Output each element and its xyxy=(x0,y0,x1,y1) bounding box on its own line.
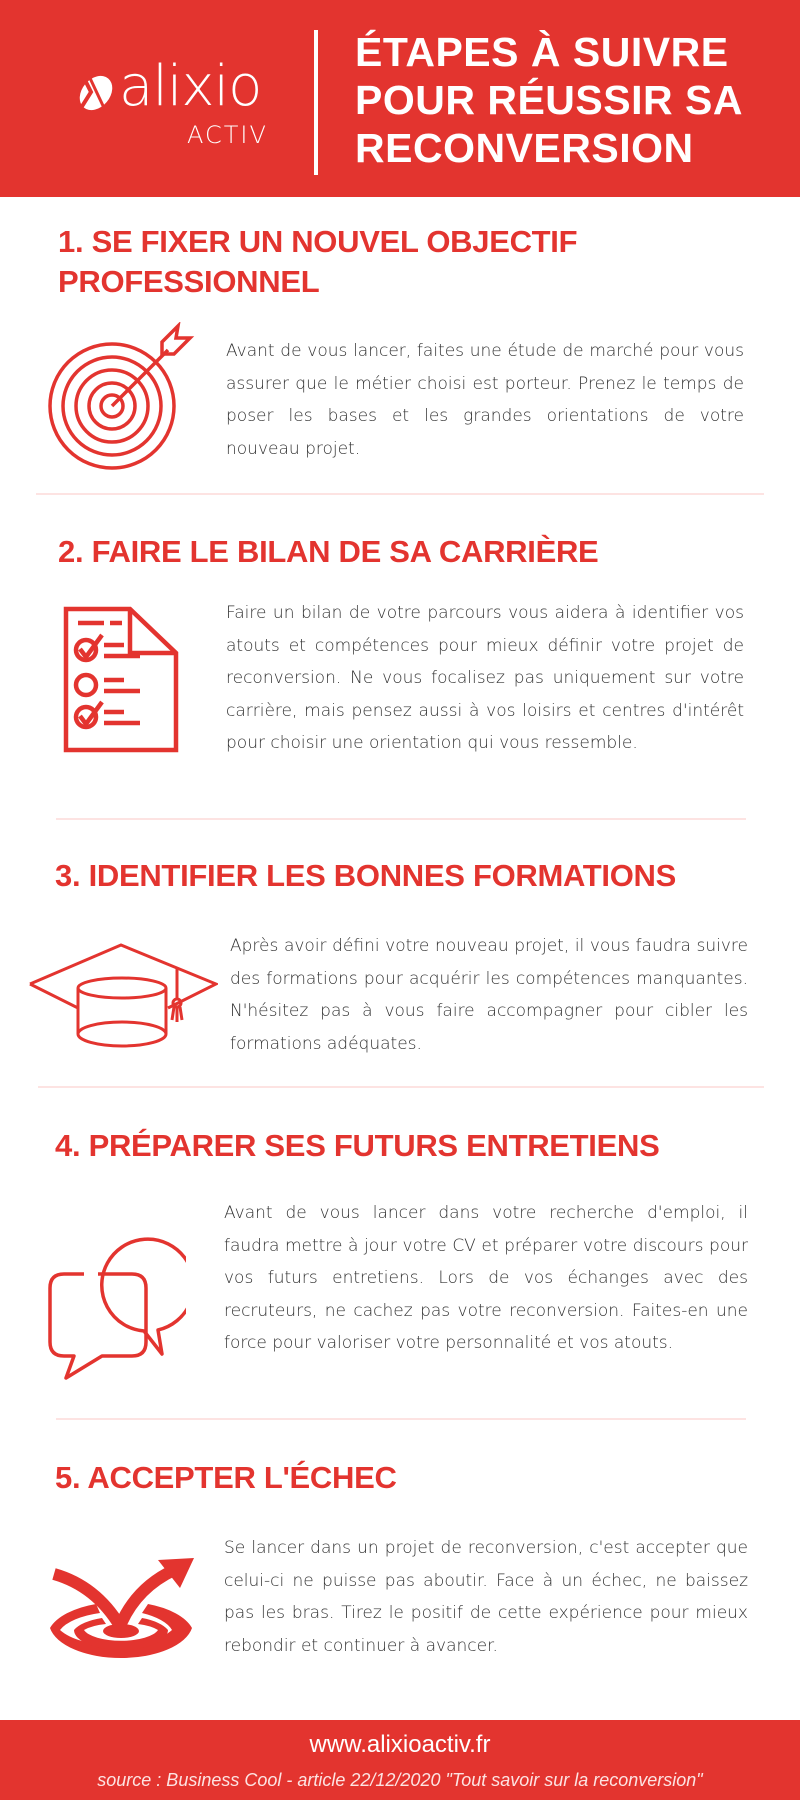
step-description: Se lancer dans un projet de reconversion, c'est accepter que celui-ci ne puisse pas aboutir. Face à un échec, ne baissez pas les bras. Tirez le positif de cette expérience pour mieux rebondir et continuer à avancer. xyxy=(224,1538,748,1656)
step-title-line: 4. PRÉPARER SES FUTURS ENTRETIENS xyxy=(55,1128,660,1163)
section-divider xyxy=(38,1086,764,1088)
step-title xyxy=(55,856,676,896)
section-divider xyxy=(56,1418,746,1420)
section-divider xyxy=(36,493,764,495)
step-title-line: 3. IDENTIFIER LES BONNES FORMATIONS xyxy=(55,858,677,893)
section-divider xyxy=(56,818,746,820)
logo-subtitle: ACTIV xyxy=(187,121,268,149)
alixio-x-logo-icon xyxy=(75,72,117,114)
page-title xyxy=(355,28,775,172)
step-title xyxy=(58,222,577,302)
step-title xyxy=(58,532,598,572)
brand-logo[interactable] xyxy=(75,54,275,158)
step-title-line: 1. SE FIXER UN NOUVEL OBJECTIF xyxy=(58,224,578,259)
step-title-line: PROFESSIONNEL xyxy=(58,264,320,299)
step-title xyxy=(55,1126,659,1166)
title-line: POUR RÉUSSIR SA xyxy=(355,77,743,123)
bounce-target-arrow-icon xyxy=(46,1558,196,1668)
step-description: Après avoir défini votre nouveau projet, il vous faudra suivre des formations pour acquérir les compétences manquantes. N'hésitez pas à vous faire accompagner pour cibler les formations adéquates. xyxy=(230,936,748,1054)
step-title xyxy=(55,1458,397,1498)
header-divider xyxy=(314,30,318,175)
step-description: Faire un bilan de votre parcours vous aidera à identifier vos atouts et compétences pour mieux définir votre projet de reconversion. Ne vous focalisez pas uniquement sur votre carrière, mais pensez aussi à vos loisirs et centres d'intérêt pour choisir une orientation qui vous ressemble. xyxy=(226,603,744,753)
step-title-line: 5. ACCEPTER L'ÉCHEC xyxy=(55,1460,397,1495)
graduation-cap-icon xyxy=(28,940,218,1050)
footer-banner xyxy=(0,1720,800,1800)
speech-bubbles-icon xyxy=(46,1234,186,1380)
checklist-document-icon xyxy=(62,605,182,755)
title-line: ÉTAPES À SUIVRE xyxy=(355,29,729,75)
title-line: RECONVERSION xyxy=(355,125,694,171)
source-citation: source : Business Cool - article 22/12/2020 "Tout savoir sur la reconversion" xyxy=(97,1770,703,1790)
step-title-line: 2. FAIRE LE BILAN DE SA CARRIÈRE xyxy=(58,534,599,569)
logo-wordmark: alixio xyxy=(119,54,262,119)
website-link[interactable]: www.alixioactiv.fr xyxy=(309,1731,491,1758)
header-banner xyxy=(0,0,800,197)
target-arrow-icon xyxy=(48,322,198,472)
step-description: Avant de vous lancer, faites une étude de marché pour vous assurer que le métier choisi est porteur. Prenez le temps de poser les bases et les grandes orientations de votre nouveau projet. xyxy=(226,341,744,459)
step-description: Avant de vous lancer dans votre recherche d'emploi, il faudra mettre à jour votre CV et préparer votre discours pour vos futurs entretiens. Lors de vos échanges avec des recruteurs, ne cachez pas votre reconversion. Faites-en une force pour valoriser votre personnalité et vos atouts. xyxy=(224,1203,748,1353)
